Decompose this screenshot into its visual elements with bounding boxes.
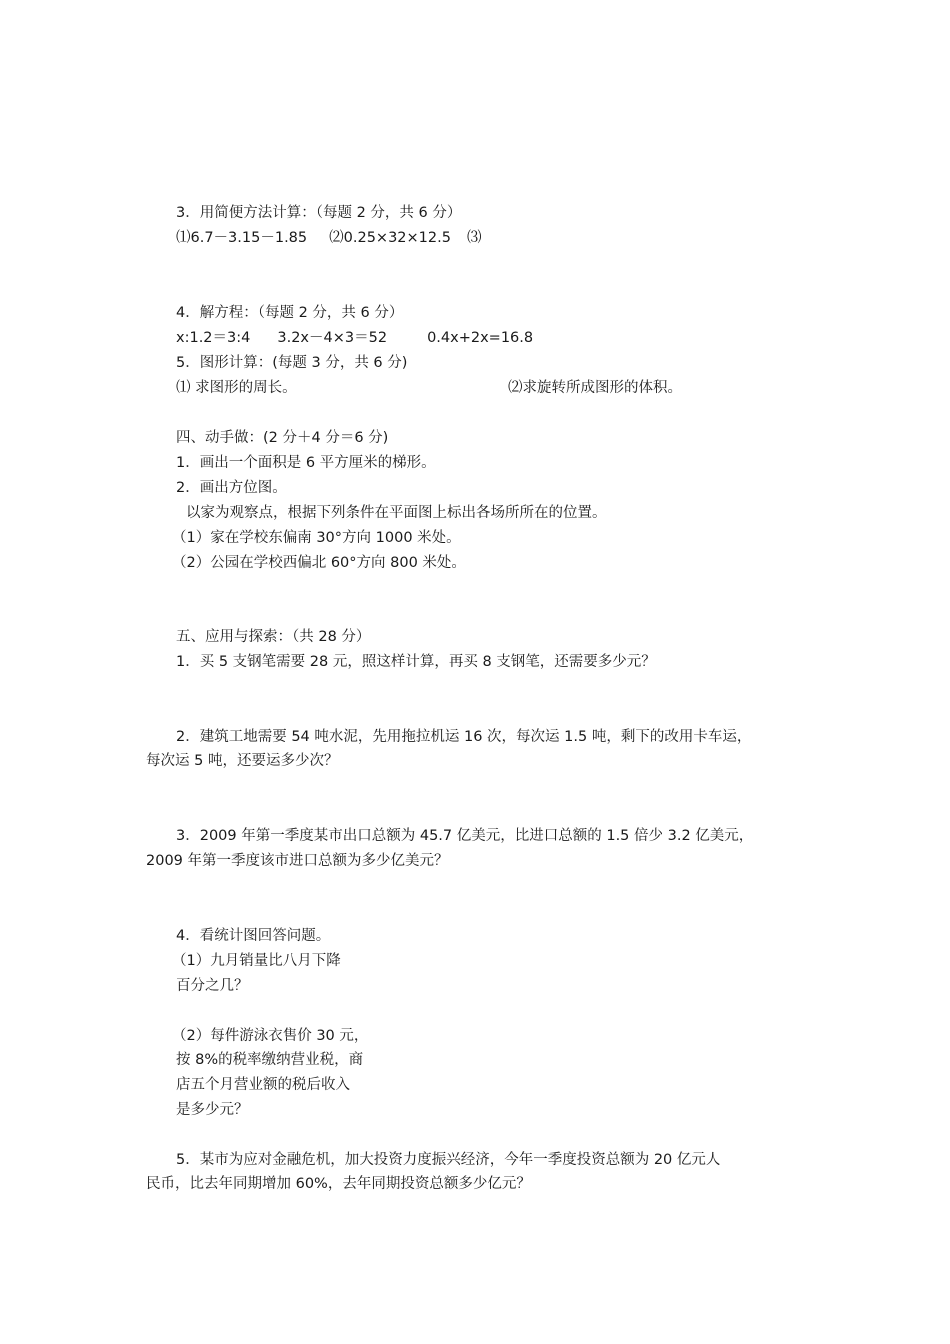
hands-on-condition-2: （2）公园在学校西偏北 60°方向 800 米处。 — [172, 555, 466, 571]
equation-2: 3.2x－4×3＝52 — [277, 330, 388, 346]
problem-3-3: ⑶ — [466, 230, 482, 246]
question-4-part-1-line-2: 百分之几？ — [176, 978, 249, 994]
equations-row — [176, 328, 533, 348]
question-4-part-2-line-2: 按 8%的税率缴纳营业税，商 — [176, 1052, 364, 1068]
geometry-question-2: ⑵求旋转所成图形的体积。 — [508, 380, 682, 396]
equation-3: 0.4x+2x=16.8 — [427, 330, 534, 346]
application-question-3-line-2: 2009 年第一季度该市进口总额为多少亿美元？ — [146, 853, 449, 869]
equation-1: x:1.2＝3:4 — [176, 330, 251, 346]
application-question-2-line-2: 每次运 5 吨，还要运多少次？ — [146, 753, 339, 769]
section-5-title: 5．图形计算：(每题 3 分，共 6 分) — [176, 355, 408, 371]
section-3-title: 3．用简便方法计算：（每题 2 分，共 6 分） — [176, 205, 462, 221]
question-4-part-2-line-1: （2）每件游泳衣售价 30 元， — [172, 1028, 369, 1044]
hands-on-title: 四、动手做：(2 分＋4 分＝6 分) — [176, 430, 389, 446]
geometry-question-1: ⑴ 求图形的周长。 — [176, 380, 297, 396]
question-4-part-2-line-3: 店五个月营业额的税后收入 — [176, 1077, 350, 1093]
section-4-title: 4．解方程：（每题 2 分，共 6 分） — [176, 305, 404, 321]
application-title: 五、应用与探索：（共 28 分） — [176, 629, 371, 645]
application-question-5-line-2: 民币，比去年同期增加 60%，去年同期投资总额多少亿元？ — [146, 1176, 531, 1192]
hands-on-question-1: 1．画出一个面积是 6 平方厘米的梯形。 — [176, 455, 436, 471]
application-question-1: 1．买 5 支钢笔需要 28 元，照这样计算，再买 8 支钢笔，还需要多少元？ — [176, 654, 656, 670]
question-4-part-1-line-1: （1）九月销量比八月下降 — [172, 953, 341, 969]
application-question-3-line-1: 3．2009 年第一季度某市出口总额为 45.7 亿美元，比进口总额的 1.5 倍少 3.2 亿美元， — [176, 828, 754, 844]
application-question-2-line-1: 2．建筑工地需要 54 吨水泥，先用拖拉机运 16 次，每次运 1.5 吨，剩下的改用卡车运， — [176, 729, 752, 745]
hands-on-intro: 以家为观察点，根据下列条件在平面图上标出各场所所在的位置。 — [186, 505, 607, 521]
application-question-4: 4．看统计图回答问题。 — [176, 928, 331, 944]
question-4-part-2-line-4: 是多少元？ — [176, 1102, 249, 1118]
problem-3-1: ⑴6.7－3.15－1.85 — [176, 230, 308, 246]
problem-3-2: ⑵0.25×32×12.5 — [329, 230, 451, 246]
section-3-problems — [176, 228, 481, 248]
hands-on-condition-1: （1）家在学校东偏南 30°方向 1000 米处。 — [172, 530, 461, 546]
hands-on-question-2: 2．画出方位图。 — [176, 480, 287, 496]
application-question-5-line-1: 5．某市为应对金融危机，加大投资力度振兴经济，今年一季度投资总额为 20 亿元人 — [176, 1152, 721, 1168]
